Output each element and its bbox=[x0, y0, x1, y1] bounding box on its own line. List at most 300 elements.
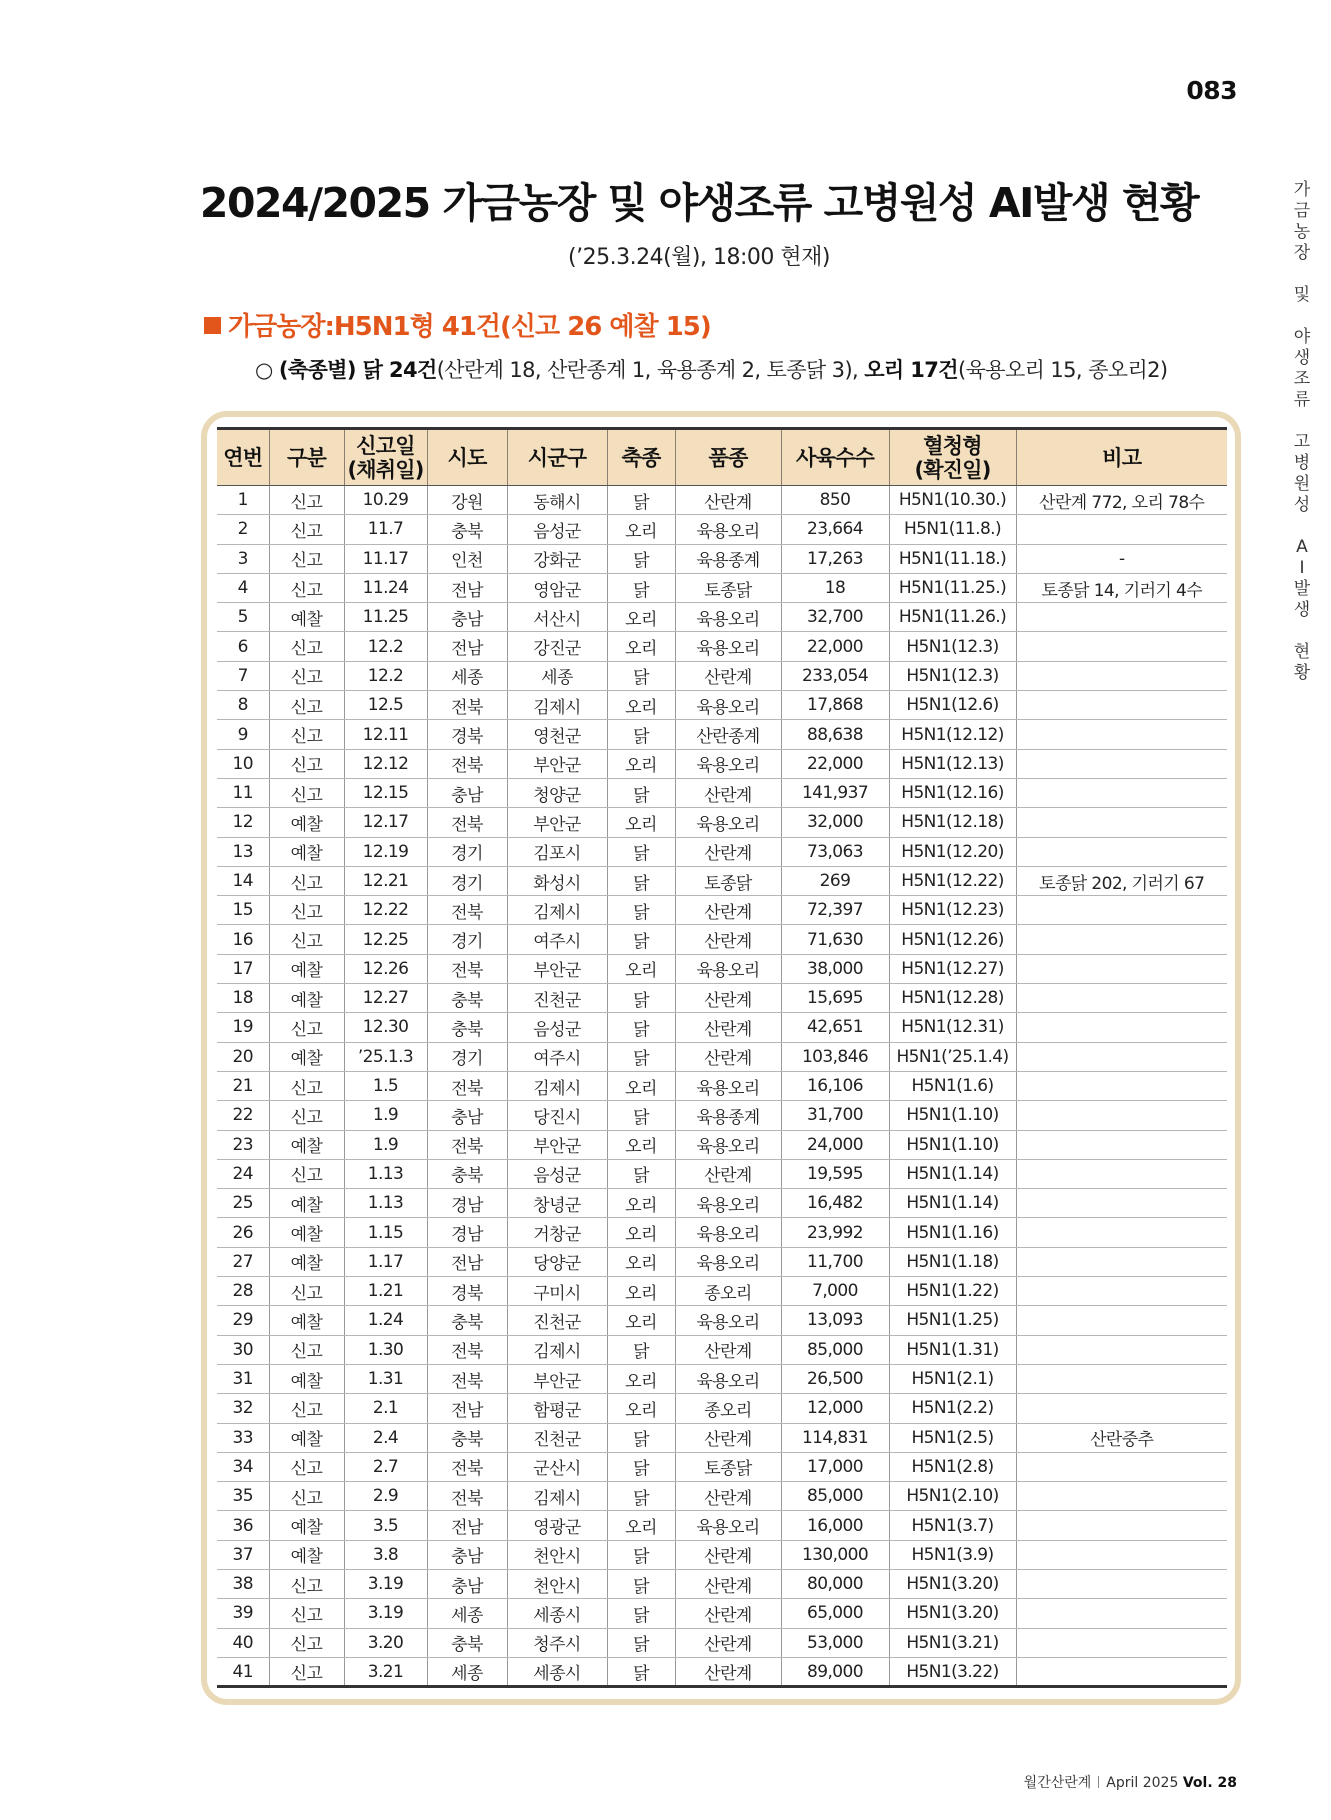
cell-type: 신고 bbox=[269, 778, 344, 807]
cell-district: 동해시 bbox=[507, 486, 607, 515]
cell-serotype: H5N1(12.27) bbox=[889, 954, 1016, 983]
cell-district: 청주시 bbox=[507, 1628, 607, 1657]
cell-no: 30 bbox=[217, 1335, 269, 1364]
cell-remarks bbox=[1016, 1452, 1227, 1481]
cell-breed: 산란계 bbox=[675, 486, 781, 515]
circle-bullet-icon: ○ bbox=[255, 358, 279, 382]
cell-breed: 산란계 bbox=[675, 778, 781, 807]
cell-district: 부안군 bbox=[507, 808, 607, 837]
cell-breed: 산란계 bbox=[675, 925, 781, 954]
table-row bbox=[217, 1101, 1227, 1130]
cell-type: 신고 bbox=[269, 925, 344, 954]
summary-duck-count: 오리 17건 bbox=[864, 358, 958, 382]
cell-species: 오리 bbox=[607, 1306, 675, 1335]
cell-remarks: - bbox=[1016, 544, 1227, 573]
cell-no: 18 bbox=[217, 984, 269, 1013]
cell-species: 닭 bbox=[607, 1423, 675, 1452]
cell-head-count: 42,651 bbox=[781, 1013, 889, 1042]
cell-head-count: 32,700 bbox=[781, 603, 889, 632]
cell-report-date: 1.9 bbox=[344, 1130, 427, 1159]
cell-report-date: 2.1 bbox=[344, 1394, 427, 1423]
table-row bbox=[217, 661, 1227, 690]
cell-province: 경남 bbox=[427, 1189, 507, 1218]
cell-serotype: H5N1(2.8) bbox=[889, 1452, 1016, 1481]
cell-head-count: 16,482 bbox=[781, 1189, 889, 1218]
cell-breed: 토종닭 bbox=[675, 1452, 781, 1481]
cell-head-count: 17,263 bbox=[781, 544, 889, 573]
cell-district: 당진시 bbox=[507, 1101, 607, 1130]
cell-species: 닭 bbox=[607, 1599, 675, 1628]
cell-remarks bbox=[1016, 1394, 1227, 1423]
side-text-char bbox=[1289, 621, 1315, 642]
cell-no: 39 bbox=[217, 1599, 269, 1628]
column-header-province: 시도 bbox=[427, 429, 507, 486]
cell-province: 전북 bbox=[427, 1482, 507, 1511]
cell-serotype: H5N1(12.22) bbox=[889, 866, 1016, 895]
table-row bbox=[217, 544, 1227, 573]
footer-magazine: 월간산란계 bbox=[1023, 1775, 1092, 1791]
cell-species: 오리 bbox=[607, 1218, 675, 1247]
cell-species: 닭 bbox=[607, 1569, 675, 1598]
footer-volume: Vol. 28 bbox=[1182, 1775, 1237, 1791]
table-row bbox=[217, 603, 1227, 632]
table-row bbox=[217, 1130, 1227, 1159]
cell-species: 오리 bbox=[607, 1130, 675, 1159]
cell-remarks: 산란계 772, 오리 78수 bbox=[1016, 486, 1227, 515]
cell-province: 경기 bbox=[427, 866, 507, 895]
cell-remarks bbox=[1016, 1130, 1227, 1159]
cell-province: 세종 bbox=[427, 1657, 507, 1686]
table-row bbox=[217, 691, 1227, 720]
cell-head-count: 53,000 bbox=[781, 1628, 889, 1657]
cell-breed: 육용오리 bbox=[675, 749, 781, 778]
cell-serotype: H5N1(12.26) bbox=[889, 925, 1016, 954]
cell-breed: 산란종계 bbox=[675, 720, 781, 749]
cell-breed: 육용오리 bbox=[675, 691, 781, 720]
table-row bbox=[217, 632, 1227, 661]
cell-serotype: H5N1(1.18) bbox=[889, 1247, 1016, 1276]
cell-head-count: 233,054 bbox=[781, 661, 889, 690]
cell-type: 신고 bbox=[269, 632, 344, 661]
cell-report-date: 12.12 bbox=[344, 749, 427, 778]
cell-report-date: 1.5 bbox=[344, 1071, 427, 1100]
cell-remarks bbox=[1016, 778, 1227, 807]
column-header-head-count: 사육수수 bbox=[781, 429, 889, 486]
cell-head-count: 65,000 bbox=[781, 1599, 889, 1628]
cell-no: 21 bbox=[217, 1071, 269, 1100]
cell-district: 부안군 bbox=[507, 1364, 607, 1393]
cell-report-date: 12.17 bbox=[344, 808, 427, 837]
side-text-char bbox=[1289, 306, 1315, 327]
table-row bbox=[217, 1628, 1227, 1657]
cell-type: 예찰 bbox=[269, 1130, 344, 1159]
square-bullet-icon bbox=[204, 317, 221, 334]
cell-no: 37 bbox=[217, 1540, 269, 1569]
cell-head-count: 11,700 bbox=[781, 1247, 889, 1276]
side-text-char: 가 bbox=[1293, 180, 1311, 200]
cell-species: 오리 bbox=[607, 1394, 675, 1423]
cell-species: 오리 bbox=[607, 1189, 675, 1218]
cell-breed: 종오리 bbox=[675, 1277, 781, 1306]
cell-head-count: 80,000 bbox=[781, 1569, 889, 1598]
cell-type: 예찰 bbox=[269, 1511, 344, 1540]
cell-serotype: H5N1(1.25) bbox=[889, 1306, 1016, 1335]
cell-district: 세종시 bbox=[507, 1657, 607, 1686]
cell-species: 닭 bbox=[607, 1628, 675, 1657]
side-text-char: 생 bbox=[1293, 600, 1311, 620]
cell-no: 10 bbox=[217, 749, 269, 778]
cell-type: 예찰 bbox=[269, 984, 344, 1013]
table-row bbox=[217, 1657, 1227, 1686]
cell-no: 15 bbox=[217, 896, 269, 925]
column-header-type: 구분 bbox=[269, 429, 344, 486]
cell-head-count: 12,000 bbox=[781, 1394, 889, 1423]
cell-species: 닭 bbox=[607, 778, 675, 807]
cell-province: 전남 bbox=[427, 1247, 507, 1276]
cell-breed: 육용오리 bbox=[675, 1189, 781, 1218]
cell-remarks bbox=[1016, 691, 1227, 720]
cell-type: 예찰 bbox=[269, 603, 344, 632]
cell-head-count: 15,695 bbox=[781, 984, 889, 1013]
table-row bbox=[217, 1013, 1227, 1042]
table-row bbox=[217, 1042, 1227, 1071]
table-row bbox=[217, 1335, 1227, 1364]
cell-report-date: 3.21 bbox=[344, 1657, 427, 1686]
cell-serotype: H5N1(1.14) bbox=[889, 1189, 1016, 1218]
cell-serotype: H5N1(12.28) bbox=[889, 984, 1016, 1013]
cell-species: 오리 bbox=[607, 691, 675, 720]
cell-remarks bbox=[1016, 954, 1227, 983]
cell-head-count: 89,000 bbox=[781, 1657, 889, 1686]
cell-remarks bbox=[1016, 661, 1227, 690]
cell-no: 31 bbox=[217, 1364, 269, 1393]
cell-district: 김제시 bbox=[507, 896, 607, 925]
cell-breed: 육용오리 bbox=[675, 515, 781, 544]
cell-species: 닭 bbox=[607, 925, 675, 954]
cell-province: 충북 bbox=[427, 1013, 507, 1042]
cell-no: 12 bbox=[217, 808, 269, 837]
cell-breed: 육용오리 bbox=[675, 808, 781, 837]
cell-report-date: 3.20 bbox=[344, 1628, 427, 1657]
cell-no: 7 bbox=[217, 661, 269, 690]
cell-head-count: 141,937 bbox=[781, 778, 889, 807]
cell-serotype: H5N1(3.9) bbox=[889, 1540, 1016, 1569]
cell-species: 닭 bbox=[607, 1335, 675, 1364]
cell-no: 20 bbox=[217, 1042, 269, 1071]
cell-species: 닭 bbox=[607, 1159, 675, 1188]
cell-province: 전북 bbox=[427, 1130, 507, 1159]
cell-head-count: 85,000 bbox=[781, 1482, 889, 1511]
side-vertical-title bbox=[1289, 180, 1315, 684]
cell-report-date: 12.2 bbox=[344, 632, 427, 661]
side-text-char: 황 bbox=[1293, 663, 1311, 683]
cell-no: 34 bbox=[217, 1452, 269, 1481]
section-heading bbox=[204, 306, 711, 343]
cell-species: 닭 bbox=[607, 837, 675, 866]
cell-province: 충남 bbox=[427, 1540, 507, 1569]
cell-report-date: 2.7 bbox=[344, 1452, 427, 1481]
cell-serotype: H5N1(12.31) bbox=[889, 1013, 1016, 1042]
cell-province: 충남 bbox=[427, 778, 507, 807]
cell-remarks bbox=[1016, 603, 1227, 632]
cell-breed: 산란계 bbox=[675, 1423, 781, 1452]
page-number: 083 bbox=[1186, 76, 1237, 105]
cell-serotype: H5N1(12.13) bbox=[889, 749, 1016, 778]
cell-type: 예찰 bbox=[269, 808, 344, 837]
cell-report-date: 1.24 bbox=[344, 1306, 427, 1335]
cell-head-count: 103,846 bbox=[781, 1042, 889, 1071]
side-text-char: 원 bbox=[1293, 474, 1311, 494]
cell-report-date: 11.17 bbox=[344, 544, 427, 573]
cell-serotype: H5N1(11.26.) bbox=[889, 603, 1016, 632]
cell-serotype: H5N1(3.22) bbox=[889, 1657, 1016, 1686]
cell-breed: 육용종계 bbox=[675, 544, 781, 573]
cell-species: 오리 bbox=[607, 1277, 675, 1306]
cell-type: 신고 bbox=[269, 515, 344, 544]
cell-breed: 산란계 bbox=[675, 1013, 781, 1042]
cell-report-date: 1.30 bbox=[344, 1335, 427, 1364]
cell-province: 경기 bbox=[427, 837, 507, 866]
cell-province: 전북 bbox=[427, 896, 507, 925]
cell-district: 음성군 bbox=[507, 1159, 607, 1188]
table-row bbox=[217, 1452, 1227, 1481]
cell-district: 김제시 bbox=[507, 1071, 607, 1100]
cell-breed: 산란계 bbox=[675, 1042, 781, 1071]
cell-remarks bbox=[1016, 1482, 1227, 1511]
cell-remarks bbox=[1016, 749, 1227, 778]
cell-remarks bbox=[1016, 632, 1227, 661]
cell-type: 신고 bbox=[269, 1452, 344, 1481]
cell-province: 전북 bbox=[427, 1071, 507, 1100]
cell-head-count: 18 bbox=[781, 573, 889, 602]
summary-chicken-detail: (산란계 18, 산란종계 1, 육용종계 2, 토종닭 3), bbox=[436, 358, 865, 382]
cell-report-date: 1.17 bbox=[344, 1247, 427, 1276]
cell-province: 경남 bbox=[427, 1218, 507, 1247]
cell-serotype: H5N1(12.16) bbox=[889, 778, 1016, 807]
cell-district: 음성군 bbox=[507, 515, 607, 544]
side-text-char: 류 bbox=[1293, 390, 1311, 410]
cell-breed: 산란계 bbox=[675, 1159, 781, 1188]
cell-type: 신고 bbox=[269, 1657, 344, 1686]
cell-type: 예찰 bbox=[269, 1423, 344, 1452]
footer-issue: April 2025 bbox=[1106, 1775, 1179, 1791]
table-row bbox=[217, 1482, 1227, 1511]
cell-type: 신고 bbox=[269, 1335, 344, 1364]
cell-species: 오리 bbox=[607, 603, 675, 632]
table-row bbox=[217, 1277, 1227, 1306]
cell-breed: 육용오리 bbox=[675, 1364, 781, 1393]
cell-district: 김제시 bbox=[507, 691, 607, 720]
cell-species: 오리 bbox=[607, 1247, 675, 1276]
cell-species: 오리 bbox=[607, 749, 675, 778]
cell-report-date: 11.24 bbox=[344, 573, 427, 602]
cell-serotype: H5N1(12.20) bbox=[889, 837, 1016, 866]
cell-no: 23 bbox=[217, 1130, 269, 1159]
cell-district: 당양군 bbox=[507, 1247, 607, 1276]
cell-type: 신고 bbox=[269, 661, 344, 690]
table-row bbox=[217, 1364, 1227, 1393]
cell-province: 전남 bbox=[427, 1394, 507, 1423]
cell-remarks bbox=[1016, 1306, 1227, 1335]
cell-province: 전북 bbox=[427, 691, 507, 720]
cell-report-date: ’25.1.3 bbox=[344, 1042, 427, 1071]
side-text-char: 고 bbox=[1293, 432, 1311, 452]
cell-district: 영광군 bbox=[507, 1511, 607, 1540]
cell-province: 경기 bbox=[427, 1042, 507, 1071]
cell-serotype: H5N1(3.20) bbox=[889, 1599, 1016, 1628]
cell-no: 33 bbox=[217, 1423, 269, 1452]
cell-serotype: H5N1(1.10) bbox=[889, 1101, 1016, 1130]
cell-type: 신고 bbox=[269, 544, 344, 573]
cell-head-count: 23,664 bbox=[781, 515, 889, 544]
cell-report-date: 12.25 bbox=[344, 925, 427, 954]
cell-breed: 산란계 bbox=[675, 1628, 781, 1657]
cell-remarks: 토종닭 202, 기러기 67 bbox=[1016, 866, 1227, 895]
cell-head-count: 22,000 bbox=[781, 632, 889, 661]
cell-serotype: H5N1(3.7) bbox=[889, 1511, 1016, 1540]
cell-no: 41 bbox=[217, 1657, 269, 1686]
cell-breed: 산란계 bbox=[675, 1540, 781, 1569]
cell-province: 인천 bbox=[427, 544, 507, 573]
cell-district: 천안시 bbox=[507, 1569, 607, 1598]
cell-head-count: 72,397 bbox=[781, 896, 889, 925]
cell-remarks bbox=[1016, 925, 1227, 954]
page-subtitle: (’25.3.24(월), 18:00 현재) bbox=[568, 245, 830, 270]
cell-breed: 육용오리 bbox=[675, 1071, 781, 1100]
cell-breed: 산란계 bbox=[675, 1569, 781, 1598]
cell-district: 강진군 bbox=[507, 632, 607, 661]
cell-no: 1 bbox=[217, 486, 269, 515]
column-header-no: 연번 bbox=[217, 429, 269, 486]
cell-type: 신고 bbox=[269, 866, 344, 895]
cell-breed: 육용오리 bbox=[675, 632, 781, 661]
cell-province: 전북 bbox=[427, 808, 507, 837]
cell-serotype: H5N1(12.6) bbox=[889, 691, 1016, 720]
cell-district: 구미시 bbox=[507, 1277, 607, 1306]
cell-type: 신고 bbox=[269, 1101, 344, 1130]
side-text-char: 발 bbox=[1293, 579, 1311, 599]
cell-report-date: 12.30 bbox=[344, 1013, 427, 1042]
cell-province: 충남 bbox=[427, 1101, 507, 1130]
table-row bbox=[217, 515, 1227, 544]
cell-serotype: H5N1(11.25.) bbox=[889, 573, 1016, 602]
cell-remarks bbox=[1016, 896, 1227, 925]
cell-species: 오리 bbox=[607, 1511, 675, 1540]
cell-serotype: H5N1(12.23) bbox=[889, 896, 1016, 925]
side-text-char: 생 bbox=[1293, 348, 1311, 368]
cell-district: 세종 bbox=[507, 661, 607, 690]
summary-chicken-count: (축종별) 닭 24건 bbox=[278, 358, 437, 382]
cell-head-count: 16,106 bbox=[781, 1071, 889, 1100]
side-text-char bbox=[1289, 516, 1315, 537]
cell-breed: 육용종계 bbox=[675, 1101, 781, 1130]
cell-no: 28 bbox=[217, 1277, 269, 1306]
cell-no: 13 bbox=[217, 837, 269, 866]
cell-no: 22 bbox=[217, 1101, 269, 1130]
cell-province: 전북 bbox=[427, 1452, 507, 1481]
cell-report-date: 1.9 bbox=[344, 1101, 427, 1130]
cell-species: 닭 bbox=[607, 1540, 675, 1569]
cell-type: 신고 bbox=[269, 1628, 344, 1657]
cell-species: 닭 bbox=[607, 661, 675, 690]
cell-remarks: 토종닭 14, 기러기 4수 bbox=[1016, 573, 1227, 602]
cell-species: 닭 bbox=[607, 984, 675, 1013]
table-row bbox=[217, 1306, 1227, 1335]
cell-district: 김제시 bbox=[507, 1482, 607, 1511]
cell-remarks bbox=[1016, 1569, 1227, 1598]
cell-species: 닭 bbox=[607, 1042, 675, 1071]
cell-no: 38 bbox=[217, 1569, 269, 1598]
cell-head-count: 130,000 bbox=[781, 1540, 889, 1569]
cell-province: 전북 bbox=[427, 1364, 507, 1393]
cell-head-count: 88,638 bbox=[781, 720, 889, 749]
cell-species: 오리 bbox=[607, 632, 675, 661]
cell-breed: 산란계 bbox=[675, 1335, 781, 1364]
cell-no: 17 bbox=[217, 954, 269, 983]
cell-species: 닭 bbox=[607, 486, 675, 515]
cell-district: 음성군 bbox=[507, 1013, 607, 1042]
cell-species: 닭 bbox=[607, 573, 675, 602]
cell-no: 27 bbox=[217, 1247, 269, 1276]
cell-serotype: H5N1(12.3) bbox=[889, 661, 1016, 690]
cell-type: 신고 bbox=[269, 1159, 344, 1188]
cell-serotype: H5N1(12.12) bbox=[889, 720, 1016, 749]
cell-no: 25 bbox=[217, 1189, 269, 1218]
side-text-char: 성 bbox=[1293, 495, 1311, 515]
table-row bbox=[217, 925, 1227, 954]
cell-district: 부안군 bbox=[507, 954, 607, 983]
cell-report-date: 12.5 bbox=[344, 691, 427, 720]
cell-report-date: 1.13 bbox=[344, 1189, 427, 1218]
cell-no: 8 bbox=[217, 691, 269, 720]
cell-breed: 산란계 bbox=[675, 896, 781, 925]
cell-breed: 육용오리 bbox=[675, 954, 781, 983]
cell-serotype: H5N1(12.18) bbox=[889, 808, 1016, 837]
cell-district: 진천군 bbox=[507, 1423, 607, 1452]
cell-district: 함평군 bbox=[507, 1394, 607, 1423]
cell-province: 경북 bbox=[427, 1277, 507, 1306]
cell-report-date: 12.15 bbox=[344, 778, 427, 807]
table-row bbox=[217, 866, 1227, 895]
cell-no: 32 bbox=[217, 1394, 269, 1423]
column-header-species: 축종 bbox=[607, 429, 675, 486]
cell-province: 충북 bbox=[427, 1159, 507, 1188]
cell-province: 전남 bbox=[427, 1511, 507, 1540]
section-summary bbox=[255, 354, 1167, 384]
cell-type: 예찰 bbox=[269, 837, 344, 866]
cell-serotype: H5N1(3.20) bbox=[889, 1569, 1016, 1598]
cell-report-date: 10.29 bbox=[344, 486, 427, 515]
cell-breed: 산란계 bbox=[675, 984, 781, 1013]
side-text-char: 금 bbox=[1293, 201, 1311, 221]
cell-type: 예찰 bbox=[269, 1247, 344, 1276]
cell-serotype: H5N1(’25.1.4) bbox=[889, 1042, 1016, 1071]
cell-type: 신고 bbox=[269, 691, 344, 720]
cell-no: 24 bbox=[217, 1159, 269, 1188]
cell-serotype: H5N1(3.21) bbox=[889, 1628, 1016, 1657]
cell-breed: 산란계 bbox=[675, 1482, 781, 1511]
cell-serotype: H5N1(2.10) bbox=[889, 1482, 1016, 1511]
side-text-char: 현 bbox=[1293, 642, 1311, 662]
cell-remarks bbox=[1016, 1599, 1227, 1628]
cell-serotype: H5N1(1.6) bbox=[889, 1071, 1016, 1100]
cell-report-date: 12.27 bbox=[344, 984, 427, 1013]
column-header-serotype: 혈청형 (확진일) bbox=[889, 429, 1016, 486]
cell-district: 진천군 bbox=[507, 984, 607, 1013]
table-row bbox=[217, 486, 1227, 515]
cell-no: 40 bbox=[217, 1628, 269, 1657]
cell-head-count: 7,000 bbox=[781, 1277, 889, 1306]
